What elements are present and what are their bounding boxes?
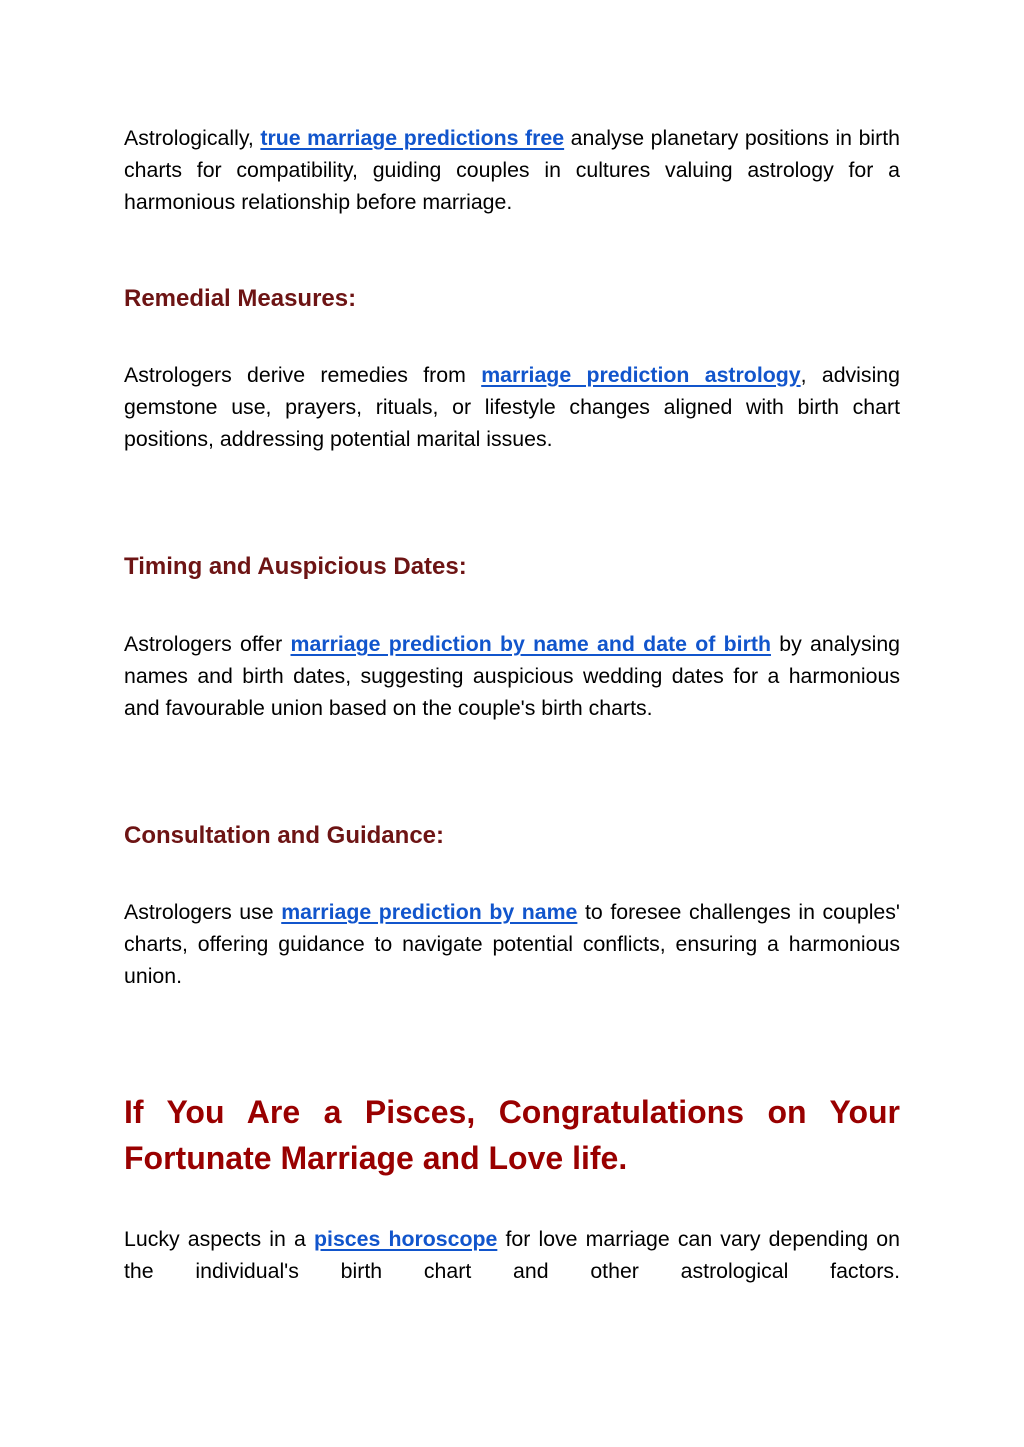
intro-text-before: Astrologically,: [124, 126, 261, 150]
section-pisces-body: [124, 1223, 900, 1287]
timing-heading: Timing and Auspicious Dates:: [124, 553, 467, 580]
timing-text-after: by analysing names and birth dates, suggesting auspicious wedding dates for a harmonious and favourable union based on the couple's birth charts.: [124, 632, 901, 720]
consultation-paragraph: [124, 896, 900, 992]
section-remedial: [124, 283, 900, 315]
true-marriage-predictions-link[interactable]: true marriage predictions free: [260, 126, 565, 150]
consultation-text-before: Astrologers use: [124, 900, 282, 924]
pisces-text-before: Lucky aspects in a: [124, 1227, 315, 1251]
pisces-text-after: for love marriage can vary depending on the individual's birth chart and other astrological factors.: [124, 1227, 900, 1283]
section-timing-body: [124, 628, 900, 724]
remedial-paragraph: [124, 359, 900, 455]
intro-paragraph: [124, 122, 900, 218]
consultation-heading: Consultation and Guidance:: [124, 822, 445, 849]
timing-text-before: Astrologers offer: [124, 632, 291, 656]
marriage-prediction-by-name-link[interactable]: marriage prediction by name: [281, 900, 578, 924]
section-intro: [124, 122, 900, 218]
timing-paragraph: [124, 628, 900, 724]
pisces-paragraph: [124, 1223, 900, 1287]
section-remedial-body: [124, 359, 900, 455]
remedial-measures-heading: Remedial Measures:: [124, 285, 357, 312]
section-consultation-body: [124, 896, 900, 992]
pisces-heading: If You Are a Pisces, Congratulations on Your Fortunate Marriage and Love life.: [124, 1094, 900, 1176]
intro-text-after: analyse planetary positions in birth charts for compatibility, guiding couples in cultures valuing astrology for a harmonious relationship before marriage.: [124, 126, 901, 214]
pisces-horoscope-link[interactable]: pisces horoscope: [314, 1227, 498, 1251]
remedial-text-before: Astrologers derive remedies from: [124, 363, 482, 387]
marriage-prediction-astrology-link[interactable]: marriage prediction astrology: [481, 363, 801, 387]
section-consultation: [124, 820, 900, 852]
consultation-text-after: to foresee challenges in couples' charts, offering guidance to navigate potential conflicts, ensuring a harmonious union.: [124, 900, 900, 988]
section-pisces: [124, 1089, 900, 1181]
remedial-text-after: , advising gemstone use, prayers, rituals, or lifestyle changes aligned with birth chart positions, addressing potential marital issues.: [124, 363, 900, 451]
marriage-prediction-name-dob-link[interactable]: marriage prediction by name and date of birth: [290, 632, 771, 656]
section-timing: [124, 551, 900, 583]
